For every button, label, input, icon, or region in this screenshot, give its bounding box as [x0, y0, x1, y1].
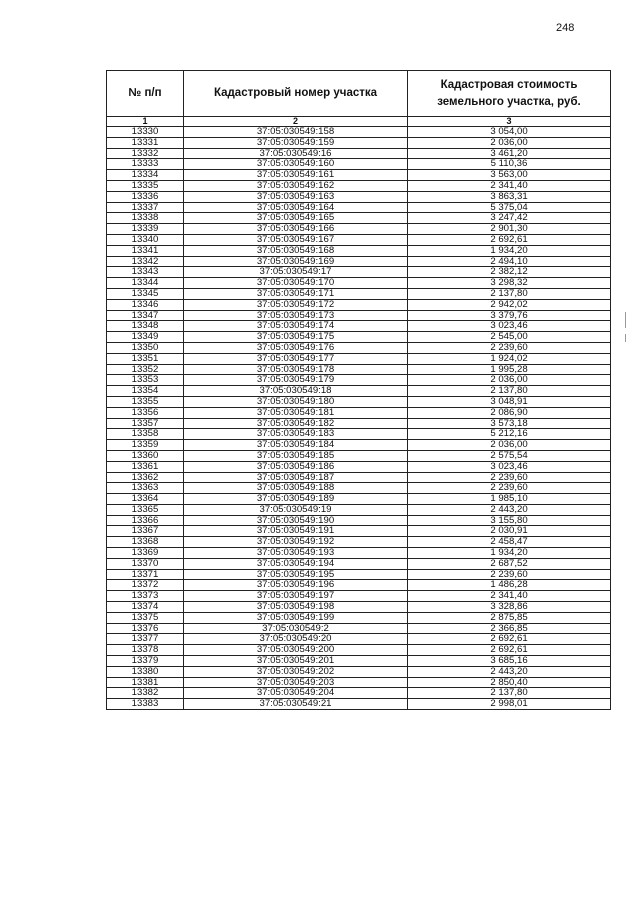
- cadastral-value-cell: 2 901,30: [408, 224, 611, 235]
- cadastral-number-cell: 37:05:030549:16: [184, 148, 408, 159]
- row-number-cell: 13336: [107, 191, 184, 202]
- row-number-cell: 13354: [107, 386, 184, 397]
- table-row: [107, 148, 611, 159]
- cadastral-number-cell: 37:05:030549:193: [184, 548, 408, 559]
- row-number-cell: 13342: [107, 256, 184, 267]
- cadastral-value-cell: 2 687,52: [408, 558, 611, 569]
- table-row: [107, 191, 611, 202]
- row-number-cell: 13343: [107, 267, 184, 278]
- table-row: [107, 288, 611, 299]
- row-number-cell: 13331: [107, 137, 184, 148]
- table-row: [107, 494, 611, 505]
- table-row: [107, 224, 611, 235]
- row-number-cell: 13352: [107, 364, 184, 375]
- row-number-cell: 13349: [107, 332, 184, 343]
- table-row: [107, 483, 611, 494]
- cadastral-number-cell: 37:05:030549:183: [184, 429, 408, 440]
- cadastral-number-cell: 37:05:030549:18: [184, 386, 408, 397]
- row-number-cell: 13367: [107, 526, 184, 537]
- cadastral-number-cell: 37:05:030549:2: [184, 623, 408, 634]
- row-number-cell: 13358: [107, 429, 184, 440]
- cadastral-value-cell: 2 036,00: [408, 440, 611, 451]
- cadastral-value-cell: 3 298,32: [408, 278, 611, 289]
- table-row: [107, 137, 611, 148]
- row-number-cell: 13332: [107, 148, 184, 159]
- table-row: [107, 386, 611, 397]
- table-row: [107, 429, 611, 440]
- cadastral-number-cell: 37:05:030549:199: [184, 612, 408, 623]
- cadastral-value-cell: 2 545,00: [408, 332, 611, 343]
- header-row-number: № п/п: [107, 71, 184, 117]
- row-number-cell: 13341: [107, 245, 184, 256]
- cadastral-number-cell: 37:05:030549:202: [184, 666, 408, 677]
- cadastral-value-cell: 2 692,61: [408, 645, 611, 656]
- cadastral-number-cell: 37:05:030549:159: [184, 137, 408, 148]
- table-row: [107, 569, 611, 580]
- row-number-cell: 13362: [107, 472, 184, 483]
- header-cadastral-value-text: Кадастровая стоимость земельного участка, руб.: [437, 78, 581, 108]
- row-number-cell: 13375: [107, 612, 184, 623]
- cadastral-number-cell: 37:05:030549:161: [184, 170, 408, 181]
- cadastral-number-cell: 37:05:030549:180: [184, 396, 408, 407]
- cadastral-value-cell: 2 692,61: [408, 634, 611, 645]
- table-row: [107, 375, 611, 386]
- cadastral-value-cell: 2 494,10: [408, 256, 611, 267]
- cadastral-value-cell: 2 036,00: [408, 375, 611, 386]
- cadastral-value-cell: 2 850,40: [408, 677, 611, 688]
- cadastral-number-cell: 37:05:030549:203: [184, 677, 408, 688]
- table-row: [107, 342, 611, 353]
- cadastral-value-cell: 2 942,02: [408, 299, 611, 310]
- row-number-cell: 13373: [107, 591, 184, 602]
- table-row: [107, 656, 611, 667]
- cadastral-number-cell: 37:05:030549:204: [184, 688, 408, 699]
- row-number-cell: 13348: [107, 321, 184, 332]
- table-row: [107, 440, 611, 451]
- cadastral-number-cell: 37:05:030549:182: [184, 418, 408, 429]
- table-row: [107, 558, 611, 569]
- cadastral-number-cell: 37:05:030549:167: [184, 234, 408, 245]
- cadastral-number-cell: 37:05:030549:187: [184, 472, 408, 483]
- cadastral-number-cell: 37:05:030549:164: [184, 202, 408, 213]
- cadastral-value-cell: 3 054,00: [408, 127, 611, 138]
- cadastral-number-cell: 37:05:030549:195: [184, 569, 408, 580]
- table-row: [107, 332, 611, 343]
- table-row: [107, 591, 611, 602]
- cadastral-number-cell: 37:05:030549:170: [184, 278, 408, 289]
- cadastral-number-cell: 37:05:030549:174: [184, 321, 408, 332]
- table-row: [107, 127, 611, 138]
- cadastral-value-cell: 1 985,10: [408, 494, 611, 505]
- cadastral-number-cell: 37:05:030549:186: [184, 461, 408, 472]
- cadastral-number-cell: 37:05:030549:171: [184, 288, 408, 299]
- cadastral-number-cell: 37:05:030549:194: [184, 558, 408, 569]
- cadastral-value-cell: 2 875,85: [408, 612, 611, 623]
- cadastral-value-cell: 3 863,31: [408, 191, 611, 202]
- cadastral-number-cell: 37:05:030549:20: [184, 634, 408, 645]
- table-row: [107, 526, 611, 537]
- row-number-cell: 13357: [107, 418, 184, 429]
- column-number: 2: [184, 117, 408, 127]
- table-row: [107, 580, 611, 591]
- table-row: [107, 461, 611, 472]
- table-row: [107, 396, 611, 407]
- row-number-cell: 13372: [107, 580, 184, 591]
- table-row: [107, 515, 611, 526]
- cadastral-value-cell: 1 486,28: [408, 580, 611, 591]
- cadastral-number-cell: 37:05:030549:189: [184, 494, 408, 505]
- scan-artifact-mark: [625, 312, 626, 328]
- row-number-cell: 13334: [107, 170, 184, 181]
- cadastral-value-cell: 2 137,80: [408, 288, 611, 299]
- row-number-cell: 13365: [107, 504, 184, 515]
- cadastral-number-cell: 37:05:030549:185: [184, 450, 408, 461]
- cadastral-value-cell: 2 366,85: [408, 623, 611, 634]
- table-row: [107, 699, 611, 710]
- cadastral-value-cell: 2 341,40: [408, 180, 611, 191]
- table-row: [107, 310, 611, 321]
- cadastral-number-cell: 37:05:030549:179: [184, 375, 408, 386]
- table-row: [107, 504, 611, 515]
- row-number-cell: 13347: [107, 310, 184, 321]
- row-number-cell: 13350: [107, 342, 184, 353]
- row-number-cell: 13359: [107, 440, 184, 451]
- table-row: [107, 267, 611, 278]
- cadastral-value-cell: 2 575,54: [408, 450, 611, 461]
- cadastral-value-cell: 3 573,18: [408, 418, 611, 429]
- row-number-cell: 13376: [107, 623, 184, 634]
- cadastral-value-cell: 3 247,42: [408, 213, 611, 224]
- row-number-cell: 13377: [107, 634, 184, 645]
- row-number-cell: 13366: [107, 515, 184, 526]
- cadastral-value-cell: 2 443,20: [408, 666, 611, 677]
- table-row: [107, 278, 611, 289]
- cadastral-number-cell: 37:05:030549:17: [184, 267, 408, 278]
- cadastral-value-cell: 3 328,86: [408, 602, 611, 613]
- header-cadastral-number: Кадастровый номер участка: [184, 71, 408, 117]
- cadastral-value-cell: 2 030,91: [408, 526, 611, 537]
- table-row: [107, 353, 611, 364]
- table-row: [107, 213, 611, 224]
- cadastral-number-cell: 37:05:030549:200: [184, 645, 408, 656]
- cadastral-value-cell: 2 458,47: [408, 537, 611, 548]
- cadastral-value-cell: 3 023,46: [408, 461, 611, 472]
- cadastral-value-cell: 3 155,80: [408, 515, 611, 526]
- column-number: 3: [408, 117, 611, 127]
- cadastral-number-cell: 37:05:030549:173: [184, 310, 408, 321]
- table-row: [107, 245, 611, 256]
- cadastral-number-cell: 37:05:030549:177: [184, 353, 408, 364]
- table-row: [107, 256, 611, 267]
- scan-artifact-mark: [625, 334, 626, 342]
- row-number-cell: 13355: [107, 396, 184, 407]
- table-row: [107, 450, 611, 461]
- cadastral-value-cell: 5 110,36: [408, 159, 611, 170]
- cadastral-number-cell: 37:05:030549:188: [184, 483, 408, 494]
- row-number-cell: 13378: [107, 645, 184, 656]
- cadastral-value-cell: 5 212,16: [408, 429, 611, 440]
- cadastral-value-cell: 5 375,04: [408, 202, 611, 213]
- cadastral-value-cell: 2 036,00: [408, 137, 611, 148]
- cadastral-number-cell: 37:05:030549:168: [184, 245, 408, 256]
- cadastral-number-cell: 37:05:030549:162: [184, 180, 408, 191]
- row-number-cell: 13339: [107, 224, 184, 235]
- cadastral-value-cell: 3 048,91: [408, 396, 611, 407]
- cadastral-number-cell: 37:05:030549:176: [184, 342, 408, 353]
- row-number-cell: 13360: [107, 450, 184, 461]
- cadastral-number-cell: 37:05:030549:181: [184, 407, 408, 418]
- row-number-cell: 13364: [107, 494, 184, 505]
- cadastral-number-cell: 37:05:030549:196: [184, 580, 408, 591]
- cadastral-number-cell: 37:05:030549:163: [184, 191, 408, 202]
- cadastral-value-cell: 3 023,46: [408, 321, 611, 332]
- cadastral-number-cell: 37:05:030549:198: [184, 602, 408, 613]
- cadastral-number-cell: 37:05:030549:160: [184, 159, 408, 170]
- row-number-cell: 13371: [107, 569, 184, 580]
- table-row: [107, 407, 611, 418]
- cadastral-number-cell: 37:05:030549:165: [184, 213, 408, 224]
- table-row: [107, 159, 611, 170]
- table-row: [107, 321, 611, 332]
- header-cadastral-value: [408, 71, 611, 117]
- cadastral-value-cell: 2 239,60: [408, 342, 611, 353]
- row-number-cell: 13345: [107, 288, 184, 299]
- row-number-cell: 13340: [107, 234, 184, 245]
- column-number-row: [107, 117, 611, 127]
- row-number-cell: 13337: [107, 202, 184, 213]
- table-row: [107, 234, 611, 245]
- row-number-cell: 13356: [107, 407, 184, 418]
- cadastral-number-cell: 37:05:030549:201: [184, 656, 408, 667]
- table-row: [107, 472, 611, 483]
- cadastral-value-cell: 3 685,16: [408, 656, 611, 667]
- cadastral-value-cell: 1 924,02: [408, 353, 611, 364]
- row-number-cell: 13338: [107, 213, 184, 224]
- row-number-cell: 13379: [107, 656, 184, 667]
- cadastral-number-cell: 37:05:030549:166: [184, 224, 408, 235]
- cadastral-number-cell: 37:05:030549:178: [184, 364, 408, 375]
- row-number-cell: 13368: [107, 537, 184, 548]
- table-row: [107, 364, 611, 375]
- cadastral-value-cell: 2 137,80: [408, 386, 611, 397]
- table-row: [107, 202, 611, 213]
- cadastral-value-cell: 2 239,60: [408, 483, 611, 494]
- cadastral-number-cell: 37:05:030549:158: [184, 127, 408, 138]
- table-row: [107, 548, 611, 559]
- cadastral-value-cell: 2 086,90: [408, 407, 611, 418]
- row-number-cell: 13351: [107, 353, 184, 364]
- cadastral-value-cell: 2 341,40: [408, 591, 611, 602]
- table-row: [107, 645, 611, 656]
- cadastral-value-cell: 3 379,76: [408, 310, 611, 321]
- row-number-cell: 13374: [107, 602, 184, 613]
- cadastral-number-cell: 37:05:030549:175: [184, 332, 408, 343]
- cadastral-value-cell: 3 461,20: [408, 148, 611, 159]
- cadastral-number-cell: 37:05:030549:19: [184, 504, 408, 515]
- cadastral-value-cell: 2 382,12: [408, 267, 611, 278]
- cadastral-value-cell: 2 239,60: [408, 472, 611, 483]
- table-row: [107, 170, 611, 181]
- cadastral-value-table: [106, 70, 611, 710]
- row-number-cell: 13382: [107, 688, 184, 699]
- cadastral-number-cell: 37:05:030549:184: [184, 440, 408, 451]
- row-number-cell: 13333: [107, 159, 184, 170]
- row-number-cell: 13369: [107, 548, 184, 559]
- row-number-cell: 13381: [107, 677, 184, 688]
- table-row: [107, 688, 611, 699]
- cadastral-value-cell: 1 995,28: [408, 364, 611, 375]
- row-number-cell: 13361: [107, 461, 184, 472]
- row-number-cell: 13380: [107, 666, 184, 677]
- cadastral-value-cell: 3 563,00: [408, 170, 611, 181]
- table-row: [107, 677, 611, 688]
- cadastral-number-cell: 37:05:030549:21: [184, 699, 408, 710]
- row-number-cell: 13330: [107, 127, 184, 138]
- table-row: [107, 634, 611, 645]
- table-row: [107, 612, 611, 623]
- cadastral-value-cell: 2 443,20: [408, 504, 611, 515]
- cadastral-number-cell: 37:05:030549:172: [184, 299, 408, 310]
- cadastral-number-cell: 37:05:030549:191: [184, 526, 408, 537]
- cadastral-value-cell: 2 692,61: [408, 234, 611, 245]
- table-row: [107, 180, 611, 191]
- cadastral-number-cell: 37:05:030549:197: [184, 591, 408, 602]
- row-number-cell: 13335: [107, 180, 184, 191]
- cadastral-number-cell: 37:05:030549:192: [184, 537, 408, 548]
- table-row: [107, 602, 611, 613]
- cadastral-value-cell: 2 137,80: [408, 688, 611, 699]
- table-header-row: [107, 71, 611, 117]
- table-row: [107, 666, 611, 677]
- table-row: [107, 299, 611, 310]
- cadastral-number-cell: 37:05:030549:169: [184, 256, 408, 267]
- cadastral-number-cell: 37:05:030549:190: [184, 515, 408, 526]
- table-body: [107, 127, 611, 710]
- column-number: 1: [107, 117, 184, 127]
- row-number-cell: 13370: [107, 558, 184, 569]
- cadastral-value-cell: 2 998,01: [408, 699, 611, 710]
- row-number-cell: 13346: [107, 299, 184, 310]
- row-number-cell: 13383: [107, 699, 184, 710]
- table-row: [107, 623, 611, 634]
- cadastral-value-cell: 1 934,20: [408, 245, 611, 256]
- row-number-cell: 13353: [107, 375, 184, 386]
- row-number-cell: 13363: [107, 483, 184, 494]
- table-row: [107, 418, 611, 429]
- cadastral-value-cell: 1 934,20: [408, 548, 611, 559]
- page-number: 248: [556, 22, 575, 34]
- row-number-cell: 13344: [107, 278, 184, 289]
- cadastral-value-cell: 2 239,60: [408, 569, 611, 580]
- table-row: [107, 537, 611, 548]
